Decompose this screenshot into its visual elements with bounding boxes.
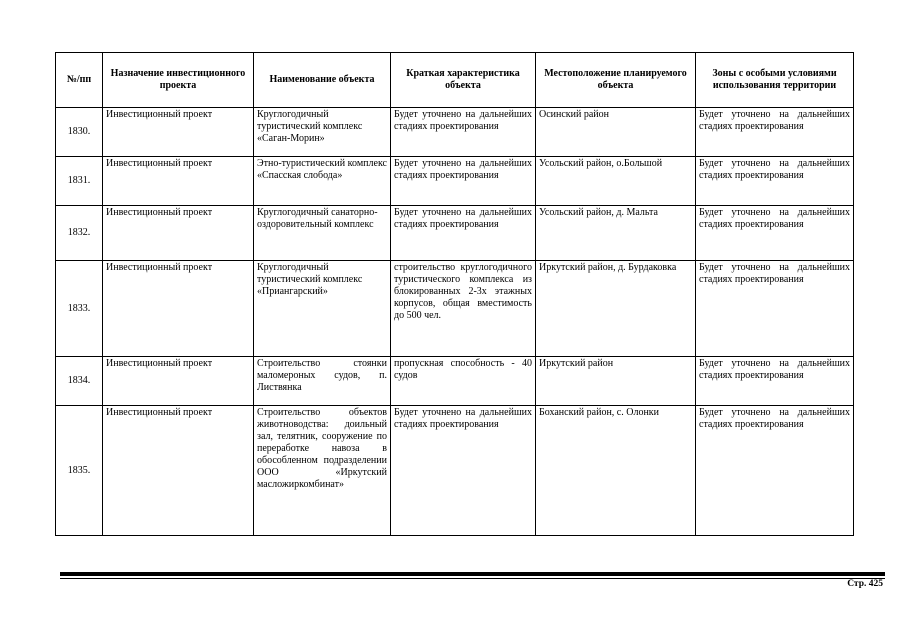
header-num: №/пп [56, 53, 103, 108]
row-name: Круглогодичный туристический комплекс «Саган-Морин» [254, 108, 391, 157]
row-location: Боханский район, с. Олонки [536, 406, 696, 536]
row-number: 1835. [56, 406, 103, 536]
row-description: Будет уточнено на дальнейших стадиях проектирования [391, 406, 536, 536]
table-row [56, 157, 854, 206]
row-purpose: Инвестиционный проект [103, 261, 254, 357]
header-zones: Зоны с особыми условиями использования территории [696, 53, 854, 108]
row-name: Круглогодичный туристический комплекс «Приангарский» [254, 261, 391, 357]
page-number: Стр. 425 [847, 579, 883, 589]
investment-projects-table [55, 52, 854, 536]
footer-rule-thin [60, 578, 885, 579]
header-description: Краткая характеристика объекта [391, 53, 536, 108]
table-row [56, 108, 854, 157]
header-purpose: Назначение инвестиционного проекта [103, 53, 254, 108]
header-name: Наименование объекта [254, 53, 391, 108]
row-location: Иркутский район, д. Бурдаковка [536, 261, 696, 357]
row-zones: Будет уточнено на дальнейших стадиях проектирования [696, 157, 854, 206]
row-description: строительство круглогодичного туристического комплекса из блокированных 2-3х этажных корпусов, общая вместимость до 500 чел. [391, 261, 536, 357]
row-number: 1830. [56, 108, 103, 157]
row-zones: Будет уточнено на дальнейших стадиях проектирования [696, 261, 854, 357]
row-purpose: Инвестиционный проект [103, 157, 254, 206]
row-zones: Будет уточнено на дальнейших стадиях проектирования [696, 357, 854, 406]
row-purpose: Инвестиционный проект [103, 108, 254, 157]
row-location: Иркутский район [536, 357, 696, 406]
row-name: Строительство стоянки маломероных судов, п. Листвянка [254, 357, 391, 406]
row-name: Строительство объектов животноводства: доильный зал, телятник, сооружение по переработке навоза в обособленном подразделении ООО «Иркутский масложиркомбинат» [254, 406, 391, 536]
row-location: Осинский район [536, 108, 696, 157]
row-name: Этно-туристический комплекс «Спасская слобода» [254, 157, 391, 206]
row-purpose: Инвестиционный проект [103, 406, 254, 536]
row-number: 1832. [56, 206, 103, 261]
header-location: Местоположение планируемого объекта [536, 53, 696, 108]
row-number: 1834. [56, 357, 103, 406]
table-row [56, 357, 854, 406]
row-description: Будет уточнено на дальнейших стадиях проектирования [391, 206, 536, 261]
row-description: Будет уточнено на дальнейших стадиях проектирования [391, 108, 536, 157]
row-zones: Будет уточнено на дальнейших стадиях проектирования [696, 406, 854, 536]
row-description: пропускная способность - 40 судов [391, 357, 536, 406]
table-header-row [56, 53, 854, 108]
row-number: 1833. [56, 261, 103, 357]
row-purpose: Инвестиционный проект [103, 357, 254, 406]
row-zones: Будет уточнено на дальнейших стадиях проектирования [696, 206, 854, 261]
row-description: Будет уточнено на дальнейших стадиях проектирования [391, 157, 536, 206]
row-number: 1831. [56, 157, 103, 206]
row-location: Усольский район, о.Большой [536, 157, 696, 206]
table-row [56, 261, 854, 357]
table-row [56, 406, 854, 536]
row-purpose: Инвестиционный проект [103, 206, 254, 261]
footer-rule-thick [60, 572, 885, 576]
row-name: Круглогодичный санаторно-оздоровительный комплекс [254, 206, 391, 261]
table-row [56, 206, 854, 261]
row-zones: Будет уточнено на дальнейших стадиях проектирования [696, 108, 854, 157]
row-location: Усольский район, д. Мальта [536, 206, 696, 261]
